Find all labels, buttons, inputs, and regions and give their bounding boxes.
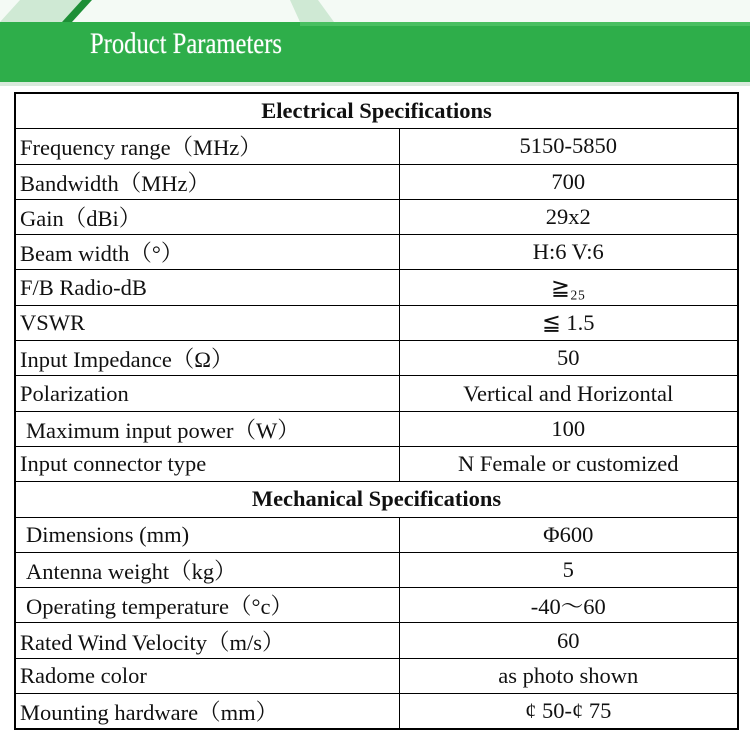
table-row [15,376,738,411]
header-banner [0,0,750,92]
param-label: Radome color [15,658,399,693]
table-row [15,411,738,446]
table-row [15,588,738,623]
table-row [15,199,738,234]
param-label: Mounting hardware（mm） [15,694,399,730]
param-value: H:6 V:6 [399,235,738,270]
param-label: Dimensions (mm) [15,517,399,552]
param-label: Frequency range（MHz） [15,129,399,164]
param-value: 50 [399,341,738,376]
param-value: 29x2 [399,199,738,234]
param-label: F/B Radio-dB [15,270,399,305]
param-value: -40～60 [399,588,738,623]
section-title: Electrical Specifications [15,93,738,129]
table-row [15,446,738,481]
table-row [15,305,738,340]
page-title: Product Parameters [90,27,282,60]
section-title: Mechanical Specifications [15,482,738,517]
param-label: Input connector type [15,446,399,481]
table-row [15,694,738,730]
mechanical-section-header [15,482,738,517]
param-value: N Female or customized [399,446,738,481]
param-label: Gain（dBi） [15,199,399,234]
param-label: Polarization [15,376,399,411]
param-label: Maximum input power（W） [15,411,399,446]
table-row [15,129,738,164]
param-label: Antenna weight（kg） [15,552,399,587]
param-value: 60 [399,623,738,658]
table-row [15,164,738,199]
table-row [15,270,738,305]
table-row [15,235,738,270]
table-row [15,517,738,552]
table-row [15,658,738,693]
param-label: VSWR [15,305,399,340]
table-row [15,623,738,658]
param-value: 700 [399,164,738,199]
param-value: 5 [399,552,738,587]
table-row [15,552,738,587]
param-label: Bandwidth（MHz） [15,164,399,199]
param-value: as photo shown [399,658,738,693]
param-value: Φ600 [399,517,738,552]
param-value: Vertical and Horizontal [399,376,738,411]
electrical-section-header [15,93,738,129]
param-value: 5150-5850 [399,129,738,164]
spec-table [14,92,739,730]
param-label: Rated Wind Velocity（m/s） [15,623,399,658]
param-label: Operating temperature（°c） [15,588,399,623]
param-value: ≧₂₅ [399,270,738,305]
param-label: Beam width（°） [15,235,399,270]
param-value: ¢ 50-¢ 75 [399,694,738,730]
param-value: 100 [399,411,738,446]
table-row [15,341,738,376]
param-label: Input Impedance（Ω） [15,341,399,376]
param-value: ≦ 1.5 [399,305,738,340]
